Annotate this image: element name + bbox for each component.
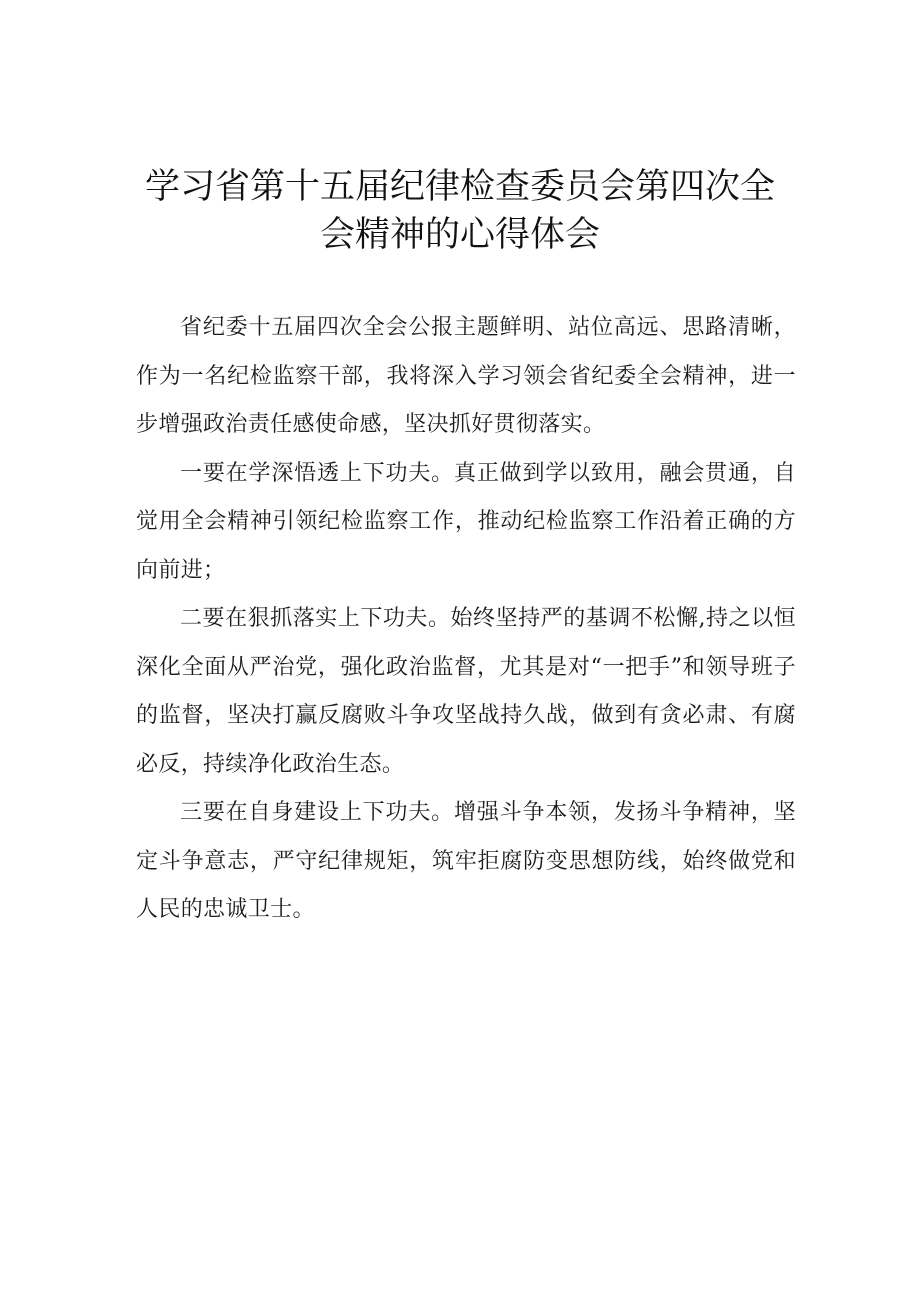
title-line-1: 学习省第十五届纪律检查委员会第四次全 [144,167,775,207]
paragraph-intro: 省纪委十五届四次全会公报主题鲜明、站位高远、思路清晰，作为一名纪检监察干部，我将深入学习领会省纪委全会精神，进一步增强政治责任感使命感，坚决抓好贯彻落实。 [136,315,796,437]
paragraph-point-1: 一要在学深悟透上下功夫。真正做到学以致用，融会贯通，自觉用全会精神引领纪检监察工作，推动纪检监察工作沿着正确的方向前进； [136,460,796,583]
document-body [136,304,796,935]
title-line-2: 会精神的心得体会 [319,215,600,255]
paragraph-point-2: 二要在狠抓落实上下功夫。始终坚持严的基调不松懈,持之以恒深化全面从严治党，强化政治监督，尤其是对“一把手”和领导班子的监督，坚决打赢反腐败斗争攻坚战持久战，做到有贪必肃、有腐必反，持续净化政治生态。 [136,606,796,777]
document-title [0,163,920,259]
paragraph-point-3: 三要在自身建设上下功夫。增强斗争本领，发扬斗争精神，坚定斗争意志，严守纪律规矩，筑牢拒腐防变思想防线，始终做党和人民的忠诚卫士。 [136,800,796,922]
